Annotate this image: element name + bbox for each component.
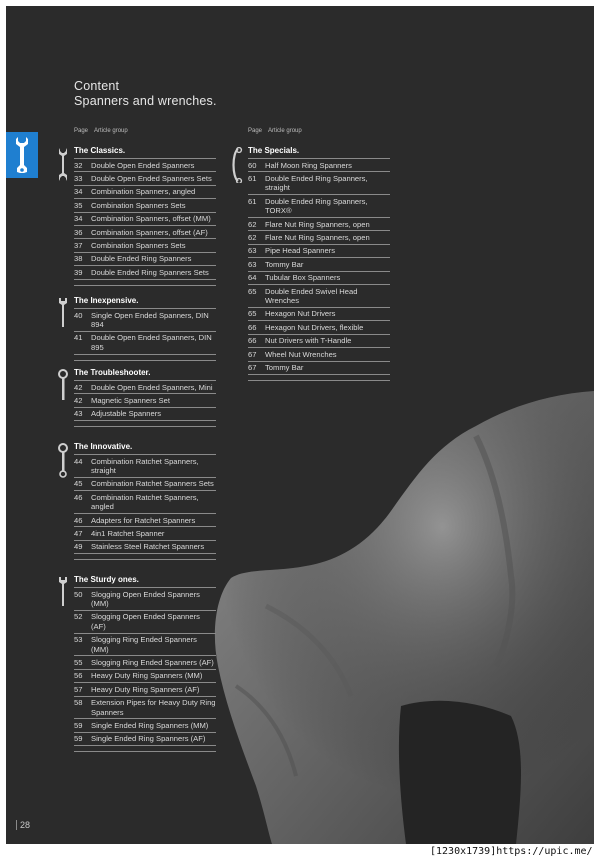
article-row[interactable] — [248, 195, 390, 218]
article-page-number: 52 — [74, 612, 83, 622]
group-divider — [74, 421, 216, 427]
article-name: Double Ended Swivel Head Wrenches — [265, 286, 358, 305]
article-name: Flare Nut Ring Spanners, open — [265, 232, 370, 242]
article-page-number: 64 — [248, 273, 257, 283]
column-header-page: Page — [248, 128, 263, 134]
article-name: Combination Ratchet Spanners, straight — [91, 456, 199, 475]
article-page-number: 35 — [74, 200, 83, 210]
article-row[interactable] — [74, 611, 216, 634]
article-page-number: 36 — [74, 227, 83, 237]
article-row[interactable] — [74, 266, 216, 279]
article-name: Combination Spanners, offset (AF) — [91, 227, 208, 237]
article-name: Double Open Ended Spanners — [91, 160, 195, 170]
article-row[interactable] — [74, 186, 216, 199]
group-divider — [74, 554, 216, 560]
article-name: Slogging Ring Ended Spanners (MM) — [91, 635, 197, 654]
article-row[interactable] — [248, 258, 390, 271]
article-row[interactable] — [74, 239, 216, 252]
article-row[interactable] — [248, 272, 390, 285]
group-title: The Innovative. — [74, 442, 216, 455]
article-name: Heavy Duty Ring Spanners (AF) — [91, 684, 200, 694]
page-title — [74, 79, 217, 109]
article-page-number: 46 — [74, 515, 83, 525]
article-name: Heavy Duty Ring Spanners (MM) — [91, 671, 203, 681]
article-row[interactable] — [74, 172, 216, 185]
article-name: Extension Pipes for Heavy Duty Ring Spanners — [91, 698, 216, 717]
article-page-number: 60 — [248, 160, 257, 170]
article-page-number: 63 — [248, 259, 257, 269]
article-row[interactable] — [248, 335, 390, 348]
article-page-number: 56 — [74, 671, 83, 681]
article-page-number: 34 — [74, 187, 83, 197]
group-title: The Classics. — [74, 146, 216, 159]
article-name: Slogging Open Ended Spanners (MM) — [91, 589, 200, 608]
column-header-article-group: Article group — [268, 128, 302, 134]
catalog-page — [6, 6, 594, 844]
article-page-number: 65 — [248, 286, 257, 296]
article-page-number: 62 — [248, 232, 257, 242]
article-name: Nut Drivers with T-Handle — [265, 336, 352, 346]
group-divider — [248, 375, 390, 381]
article-page-number: 65 — [248, 309, 257, 319]
group-divider — [74, 280, 216, 286]
article-row[interactable] — [74, 199, 216, 212]
article-name: Single Ended Ring Spanners (MM) — [91, 720, 209, 730]
article-page-number: 41 — [74, 333, 83, 343]
article-page-number: 34 — [74, 214, 83, 224]
article-page-number: 44 — [74, 456, 83, 466]
article-page-number: 53 — [74, 635, 83, 645]
article-name: Half Moon Ring Spanners — [265, 160, 352, 170]
article-row[interactable] — [74, 634, 216, 657]
article-row[interactable] — [74, 683, 216, 696]
article-name: Combination Ratchet Spanners, angled — [91, 492, 199, 512]
article-name: Double Ended Ring Spanners Sets — [91, 267, 209, 277]
section-tab — [6, 132, 38, 178]
article-page-number: 62 — [248, 219, 257, 229]
article-page-number: 57 — [74, 684, 83, 694]
article-group — [74, 296, 216, 361]
article-name: Magnetic Spanners Set — [91, 395, 170, 405]
article-row[interactable] — [248, 245, 390, 258]
article-name: Wheel Nut Wrenches — [265, 349, 337, 359]
title-line-1: Content — [74, 79, 120, 93]
article-name: Double Open Ended Spanners, DIN 895 — [91, 333, 212, 352]
half-moon-spanner-icon — [232, 147, 243, 188]
column-header-right — [248, 128, 308, 134]
article-name: Double Open Ended Spanners, Mini — [91, 382, 213, 392]
article-row[interactable] — [248, 285, 390, 308]
article-page-number: 49 — [74, 542, 83, 552]
group-title: The Troubleshooter. — [74, 368, 216, 381]
article-page-number: 59 — [74, 720, 83, 730]
article-page-number: 43 — [74, 409, 83, 419]
article-name: Double Open Ended Spanners Sets — [91, 173, 212, 183]
adjustable-spanner-icon — [58, 369, 69, 410]
article-page-number: 47 — [74, 528, 83, 538]
article-page-number: 32 — [74, 160, 83, 170]
article-page-number: 46 — [74, 492, 83, 502]
ratchet-spanner-icon — [58, 443, 69, 484]
article-page-number: 42 — [74, 395, 83, 405]
article-page-number: 39 — [74, 267, 83, 277]
article-row[interactable] — [74, 381, 216, 394]
article-name: Pipe Head Spanners — [265, 246, 336, 256]
article-name: Tommy Bar — [265, 259, 304, 269]
article-row[interactable] — [74, 455, 216, 478]
article-page-number: 63 — [248, 246, 257, 256]
article-page-number: 67 — [248, 349, 257, 359]
article-page-number: 66 — [248, 336, 257, 346]
article-name: Double Ended Ring Spanners — [91, 254, 192, 264]
article-name: Hexagon Nut Drivers, flexible — [265, 322, 364, 332]
spanner-icon — [15, 136, 29, 174]
group-title: The Inexpensive. — [74, 296, 216, 309]
open-end-spanner-icon — [58, 297, 69, 338]
article-group — [74, 575, 216, 752]
image-credit: [1230x1739]https://upic.me/ — [430, 846, 593, 857]
article-row[interactable] — [74, 697, 216, 720]
article-page-number: 45 — [74, 479, 83, 489]
article-row[interactable] — [74, 478, 216, 491]
column-header-left — [74, 128, 134, 134]
article-name: Stainless Steel Ratchet Spanners — [91, 542, 205, 552]
article-page-number: 58 — [74, 698, 83, 708]
article-row[interactable] — [248, 308, 390, 321]
article-row[interactable] — [74, 670, 216, 683]
article-row[interactable] — [74, 733, 216, 746]
article-row[interactable] — [74, 309, 216, 332]
article-row[interactable] — [248, 348, 390, 361]
article-row[interactable] — [248, 159, 390, 172]
article-page-number: 59 — [74, 734, 83, 744]
article-row[interactable] — [248, 321, 390, 334]
article-row[interactable] — [74, 719, 216, 732]
article-name: Adjustable Spanners — [91, 409, 162, 419]
article-row[interactable] — [74, 588, 216, 611]
slogging-spanner-icon — [58, 576, 69, 617]
article-row[interactable] — [74, 332, 216, 355]
article-group — [74, 368, 216, 427]
article-row[interactable] — [74, 514, 216, 527]
article-page-number: 37 — [74, 240, 83, 250]
article-group — [248, 146, 390, 381]
article-group — [74, 442, 216, 560]
article-row[interactable] — [74, 394, 216, 407]
article-row[interactable] — [74, 253, 216, 266]
article-name: Single Open Ended Spanners, DIN 894 — [91, 310, 209, 329]
title-line-2: Spanners and wrenches. — [74, 94, 217, 108]
article-name: Combination Spanners Sets — [91, 240, 186, 250]
group-title: The Sturdy ones. — [74, 575, 216, 588]
column-header-page: Page — [74, 128, 89, 134]
article-page-number: 40 — [74, 310, 83, 320]
article-name: Combination Spanners Sets — [91, 200, 186, 210]
article-row[interactable] — [74, 226, 216, 239]
article-name: Combination Ratchet Spanners Sets — [91, 479, 214, 489]
article-name: Double Ended Ring Spanners, TORX® — [265, 196, 368, 216]
article-name: Tommy Bar — [265, 363, 304, 372]
article-row[interactable] — [74, 408, 216, 421]
article-row[interactable] — [248, 362, 390, 375]
article-row[interactable] — [74, 491, 216, 514]
article-row[interactable] — [74, 541, 216, 554]
article-name: Combination Spanners, offset (MM) — [91, 214, 211, 224]
article-name: Tubular Box Spanners — [265, 273, 341, 283]
column-header-article-group: Article group — [94, 128, 128, 134]
group-divider — [74, 355, 216, 361]
article-row[interactable] — [248, 218, 390, 231]
article-row[interactable] — [248, 231, 390, 244]
article-page-number: 67 — [248, 363, 257, 372]
article-page-number: 33 — [74, 173, 83, 183]
article-name: Hexagon Nut Drivers — [265, 309, 336, 319]
article-name: Double Ended Ring Spanners, straight — [265, 173, 368, 193]
group-title: The Specials. — [248, 146, 390, 159]
article-name: Combination Spanners, angled — [91, 187, 196, 197]
article-page-number: 55 — [74, 657, 83, 667]
article-row[interactable] — [248, 172, 390, 195]
article-page-number: 38 — [74, 254, 83, 264]
article-name: Single Ended Ring Spanners (AF) — [91, 734, 206, 744]
page-number: 28 — [16, 820, 30, 830]
double-open-spanner-icon — [58, 147, 69, 188]
article-row[interactable] — [74, 159, 216, 172]
article-name: Adapters for Ratchet Spanners — [91, 515, 196, 525]
article-page-number: 61 — [248, 173, 257, 183]
article-page-number: 50 — [74, 589, 83, 599]
group-divider — [74, 746, 216, 752]
article-group — [74, 146, 216, 286]
article-name: Slogging Ring Ended Spanners (AF) — [91, 657, 214, 667]
article-name: 4in1 Ratchet Spanner — [91, 528, 165, 538]
article-row[interactable] — [74, 656, 216, 669]
article-page-number: 42 — [74, 382, 83, 392]
article-page-number: 66 — [248, 322, 257, 332]
article-name: Slogging Open Ended Spanners (AF) — [91, 612, 200, 631]
article-row[interactable] — [74, 213, 216, 226]
article-row[interactable] — [74, 527, 216, 540]
article-name: Flare Nut Ring Spanners, open — [265, 219, 370, 229]
article-page-number: 61 — [248, 196, 257, 206]
